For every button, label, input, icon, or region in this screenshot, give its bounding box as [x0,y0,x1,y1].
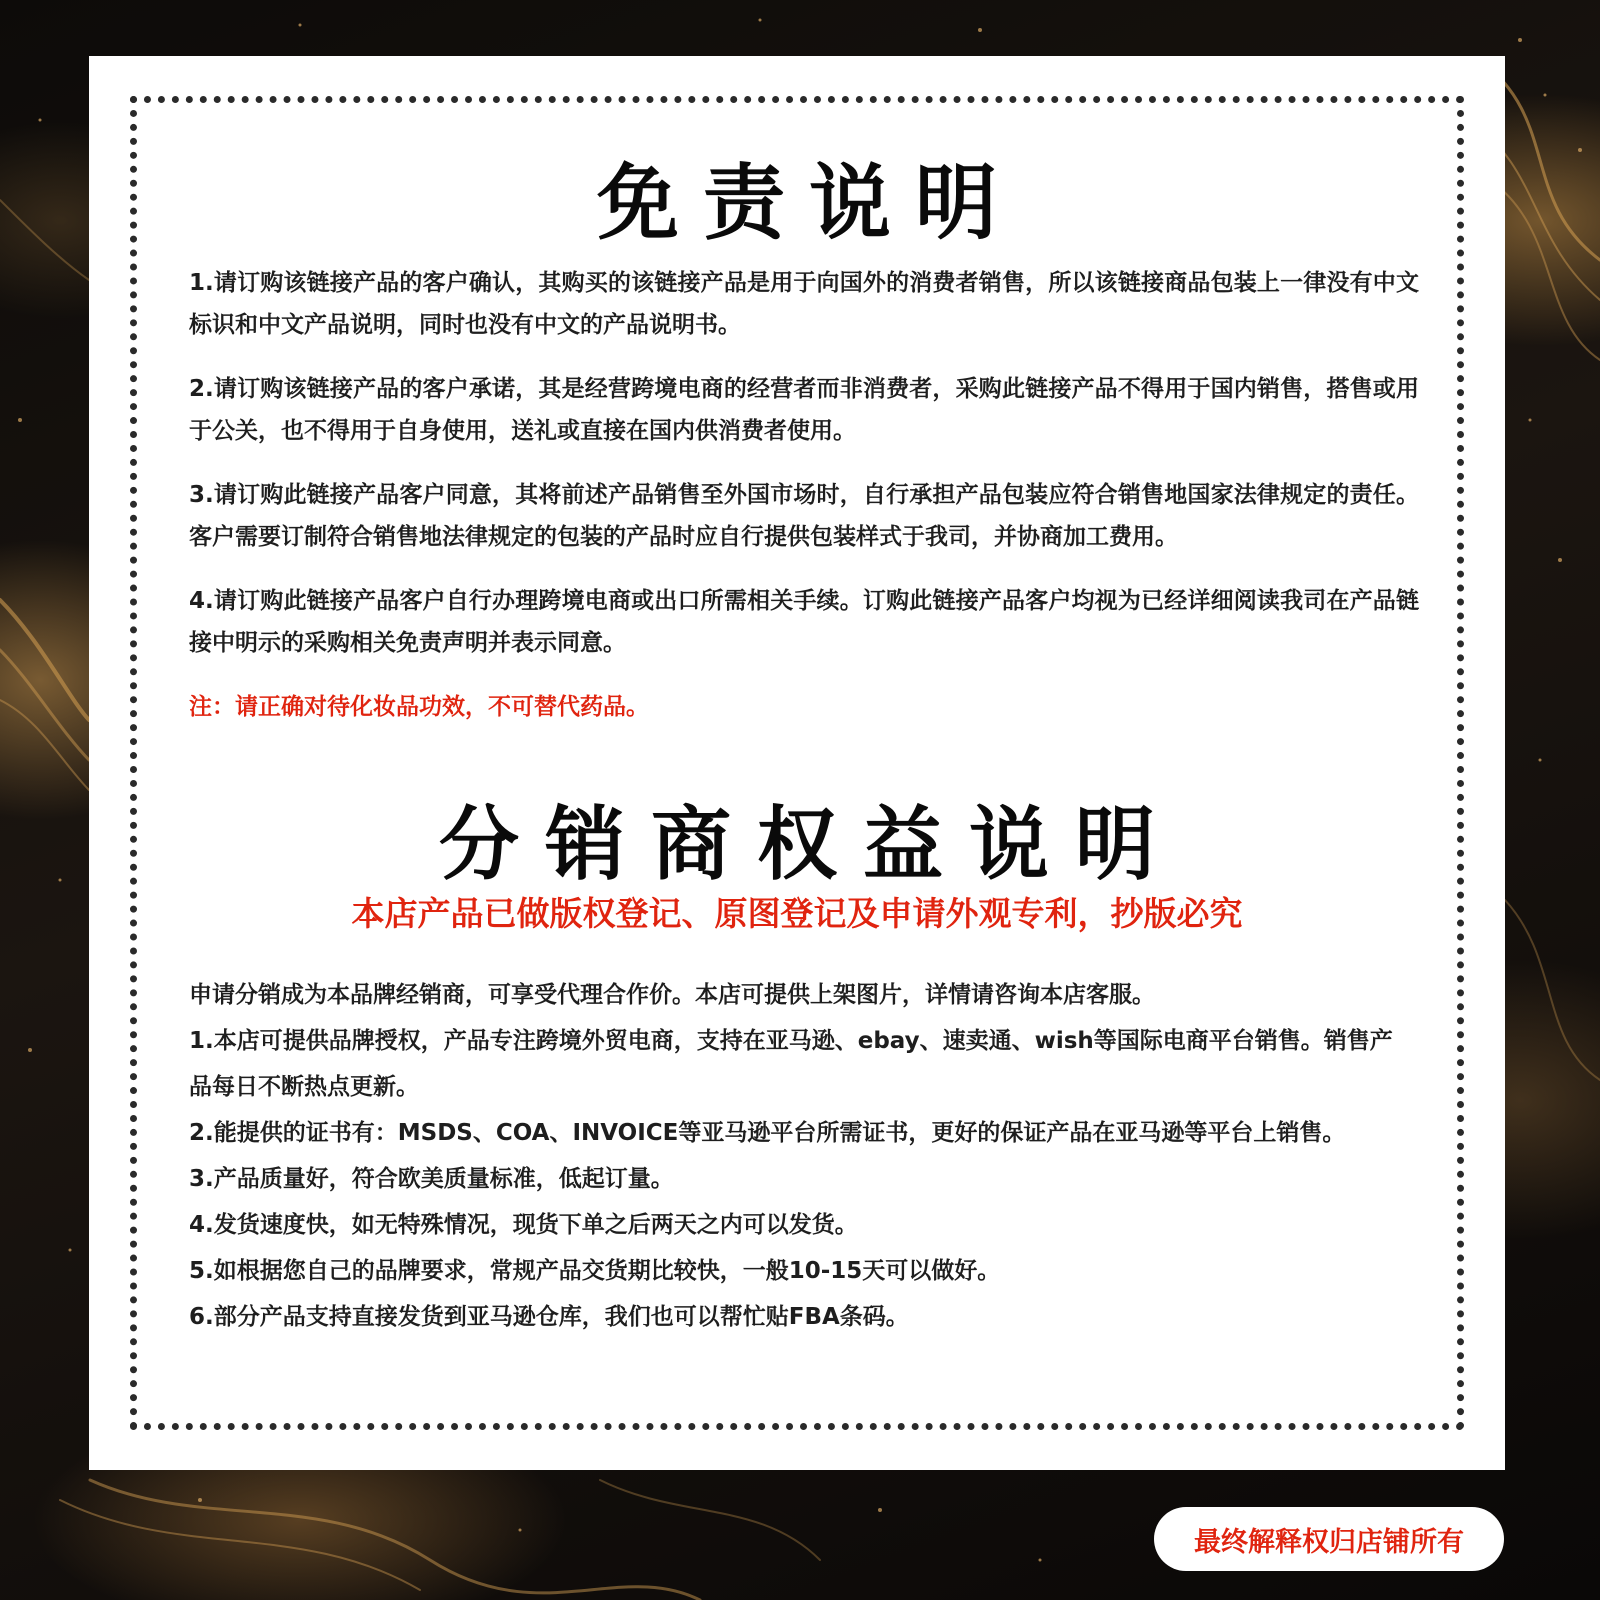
disclaimer-title: 免责说明 [596,156,1021,251]
distributor-section [189,972,1404,1340]
disclaimer-item-4: 4.请订购此链接产品客户自行办理跨境电商或出口所需相关手续。订购此链接产品客户均视为已经详细阅读我司在产品链接中明示的采购相关免责声明并表示同意。 [189,588,1419,656]
disclaimer-item-3: 3.请订购此链接产品客户同意，其将前述产品销售至外国市场时，自行承担产品包装应符合销售地国家法律规定的责任。客户需要订制符合销售地法律规定的包装的产品时应自行提供包装样式于我司，并协商加工费用。 [189,482,1419,550]
distributor-intro: 申请分销成为本品牌经销商，可享受代理合作价。本店可提供上架图片，详情请咨询本店客服。 [189,982,1155,1008]
disclaimer-item-2: 2.请订购该链接产品的客户承诺，其是经营跨境电商的经营者而非消费者，采购此链接产品不得用于国内销售，搭售或用于公关，也不得用于自身使用，送礼或直接在国内供消费者使用。 [189,376,1419,444]
disclaimer-item-1: 1.请订购该链接产品的客户确认，其购买的该链接产品是用于向国外的消费者销售，所以该链接商品包装上一律没有中文标识和中文产品说明，同时也没有中文的产品说明书。 [189,270,1419,338]
final-interpretation-badge: 最终解释权归店铺所有 [1154,1507,1504,1571]
distributor-item-1: 1.本店可提供品牌授权，产品专注跨境外贸电商，支持在亚马逊、ebay、速卖通、wish等国际电商平台销售。销售产品每日不断热点更新。 [189,1028,1393,1100]
distributor-title: 分销商权益说明 [439,798,1181,891]
distributor-item-6: 6.部分产品支持直接发货到亚马逊仓库，我们也可以帮忙贴FBA条码。 [189,1304,909,1330]
distributor-item-5: 5.如根据您自己的品牌要求，常规产品交货期比较快，一般10-15天可以做好。 [189,1258,1001,1284]
disclaimer-note: 注：请正确对待化妆品功效，不可替代药品。 [189,694,649,720]
disclaimer-section [189,262,1419,728]
copyright-notice: 本店产品已做版权登记、原图登记及申请外观专利，抄版必究 [351,894,1243,933]
distributor-item-2: 2.能提供的证书有：MSDS、COA、INVOICE等亚马逊平台所需证书，更好的保证产品在亚马逊等平台上销售。 [189,1120,1346,1146]
distributor-item-4: 4.发货速度快，如无特殊情况，现货下单之后两天之内可以发货。 [189,1212,858,1238]
distributor-item-3: 3.产品质量好，符合欧美质量标准，低起订量。 [189,1166,674,1192]
